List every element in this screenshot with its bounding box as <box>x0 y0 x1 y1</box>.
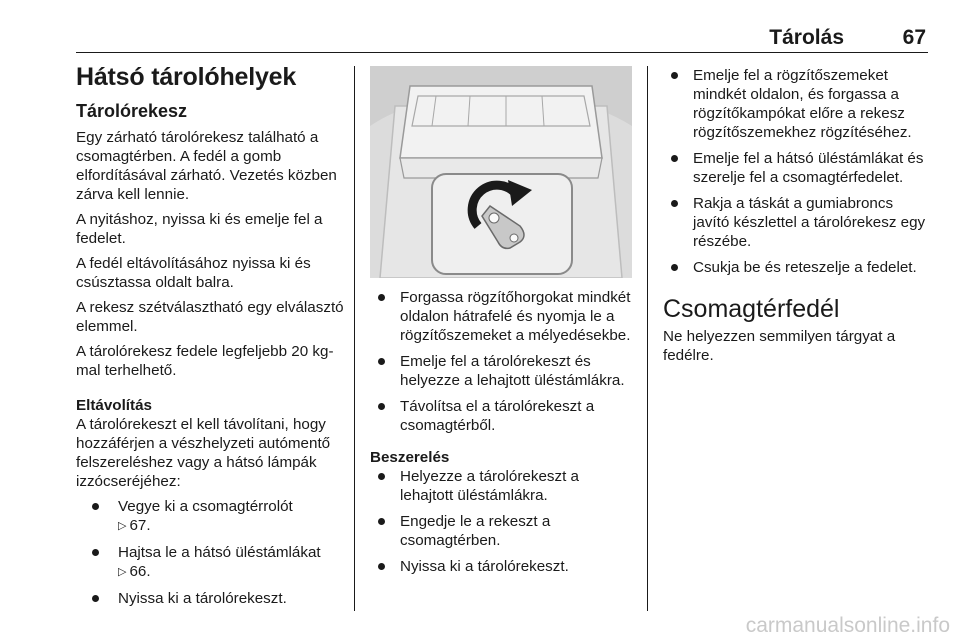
list-item-text: Emelje fel a hátsó üléstámlákat és szerelje fel a csomagtérfedelet. <box>693 150 924 186</box>
column-middle <box>370 288 632 583</box>
bullet-icon <box>671 264 678 271</box>
list-item-text: Távolítsa el a tárolórekeszt a csomagtérből. <box>400 398 595 434</box>
paragraph: Ne helyezzen semmilyen tárgyat a fedélre. <box>663 328 896 364</box>
bullet-icon <box>378 358 385 365</box>
list-item-text: Helyezze a tárolórekeszt a lehajtott üléstámlákra. <box>400 468 579 504</box>
page-reference[interactable]: 67. <box>129 517 151 534</box>
list-item <box>76 543 344 582</box>
header-title: Tárolás <box>769 26 844 49</box>
bullet-icon <box>378 403 385 410</box>
list-item-text: Nyissa ki a tárolórekeszt. <box>400 558 569 575</box>
column-divider <box>647 66 648 611</box>
bullet-icon <box>671 200 678 207</box>
install-heading: Beszerelés <box>370 449 450 466</box>
page-reference[interactable]: 66. <box>129 563 151 580</box>
list-item-text: Engedje le a rekeszt a csomagtérben. <box>400 513 551 549</box>
triangle-right-icon: ▷ <box>118 520 127 532</box>
trunk-storage-illustration <box>370 66 632 278</box>
list-item-text: Emelje fel a rögzítőszemeket mindkét oldalon, és forgassa a rögzítőkampókat előre a rekesz rögzítőszemekhez rögzítéséhez. <box>693 67 912 141</box>
paragraph: Egy zárható tárolórekesz található a csomagtérben. A fedél a gomb elfordításával zárható. Vezetés közben zárva kell lennie. <box>76 129 337 203</box>
list-item <box>370 352 632 390</box>
list-item <box>76 589 344 608</box>
page-number: 67 <box>902 26 926 49</box>
bullet-icon <box>92 549 99 556</box>
illustration-svg <box>370 66 632 278</box>
paragraph: A tárolórekesz fedele legfeljebb 20 kg-mal terhelhető. <box>76 343 334 379</box>
bullet-icon <box>671 155 678 162</box>
list-item <box>663 258 931 277</box>
paragraph: A nyitáshoz, nyissa ki és emelje fel a fedelet. <box>76 211 323 247</box>
list-item-text: Emelje fel a tárolórekeszt és helyezze a lehajtott üléstámlákra. <box>400 353 625 389</box>
list-item-text: Forgassa rögzítőhorgokat mindkét oldalon hátrafelé és nyomja le a rögzítőszemeket a mélyedésekbe. <box>400 289 631 344</box>
list-item-text: Vegye ki a csomagtérrolót <box>118 498 293 515</box>
list-item <box>663 66 931 142</box>
list-item <box>663 194 931 251</box>
column-divider <box>354 66 355 611</box>
removal-list <box>76 497 344 608</box>
column-left <box>76 60 344 615</box>
bullet-icon <box>378 473 385 480</box>
bullet-icon <box>671 72 678 79</box>
bullet-icon <box>378 518 385 525</box>
list-item-text: Csukja be és reteszelje a fedelet. <box>693 259 917 276</box>
list-item-text: Rakja a táskát a gumiabroncs javító készlettel a tárolórekesz egy részébe. <box>693 195 926 250</box>
page-header <box>76 26 928 52</box>
bullet-icon <box>92 503 99 510</box>
install-list <box>370 467 632 576</box>
list-item-text: Nyissa ki a tárolórekeszt. <box>118 590 287 607</box>
list-item-text: Hajtsa le a hátsó üléstámlákat <box>118 544 321 561</box>
removal-intro: A tárolórekeszt el kell távolítani, hogy hozzáférjen a vészhelyzeti autómentő felszereléshez vagy a hátsó lámpák izzócseréjéhez: <box>76 416 331 490</box>
bullet-icon <box>378 563 385 570</box>
section-title: Csomagtérfedél <box>663 295 840 323</box>
list-item <box>370 467 632 505</box>
removal-heading: Eltávolítás <box>76 397 152 414</box>
column-right <box>663 66 931 371</box>
list-item <box>370 288 632 345</box>
triangle-right-icon: ▷ <box>118 566 127 578</box>
paragraph: A rekesz szétválasztható egy elválasztó elemmel. <box>76 299 344 335</box>
removal-steps-list <box>370 288 632 435</box>
section-title: Hátsó tárolóhelyek <box>76 63 297 91</box>
bullet-icon <box>378 294 385 301</box>
header-rule <box>76 52 928 53</box>
list-item <box>370 512 632 550</box>
list-item <box>663 149 931 187</box>
bullet-icon <box>92 595 99 602</box>
list-item <box>76 497 344 536</box>
install-steps-list <box>663 66 931 277</box>
subsection-title: Tárolórekesz <box>76 101 188 121</box>
watermark: carmanualsonline.info <box>745 614 950 637</box>
paragraph: A fedél eltávolításához nyissa ki és csúsztassa oldalt balra. <box>76 255 311 291</box>
list-item <box>370 557 632 576</box>
list-item <box>370 397 632 435</box>
